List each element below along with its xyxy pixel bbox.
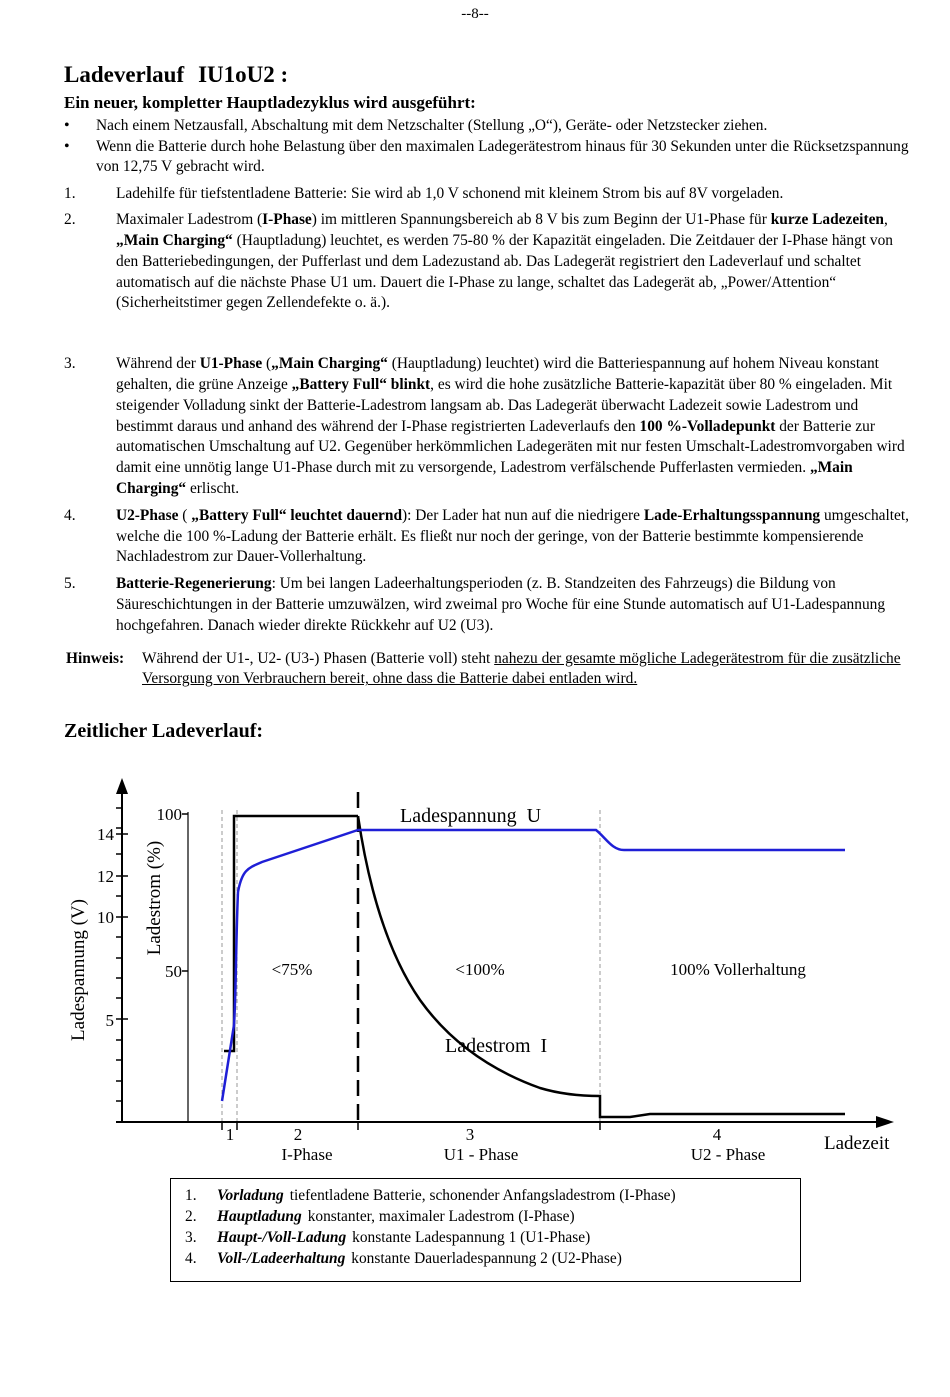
- step-number: 4.: [64, 506, 76, 524]
- y-axis-arrow: [116, 778, 128, 794]
- step-item: [64, 506, 910, 568]
- legend-text: konstanter, maximaler Ladestrom (I-Phase): [307, 1208, 575, 1225]
- current-tick-label: 100: [156, 805, 182, 824]
- legend-number: 3.: [185, 1229, 197, 1246]
- legend-row: [185, 1206, 800, 1227]
- page-title: [64, 58, 910, 92]
- step-text-bold: I-Phase: [262, 211, 312, 229]
- y-axis-label-current: Ladestrom (%): [144, 840, 165, 956]
- step-text: (Hauptladung) leuchtet, es werden 75-80 % der Kapazität eingeladen. Die Zeitdauer der I-Phase hängt von den Batteriebedingungen, der Pufferlast und dem Ladezustand ab. Das Ladegerät registriert den Ladeverlauf und schaltet automatisch auf die nächste Phase U1 um. Dauert die I-Phase zu lange, schaltet das Ladegerät ab, „Power/Attention“ (Sicherheitstimer gegen Zellendefekte o. ä.).: [116, 232, 893, 312]
- step-text: Während der: [116, 355, 200, 373]
- title-code: IU1oU2 :: [198, 62, 289, 87]
- subtitle: Ein neuer, kompletter Hauptladezyklus wird ausgeführt:: [64, 93, 476, 112]
- region-label-u1-phase: <100%: [455, 960, 505, 979]
- note-underlined-text: nahezu der gesamte mögliche Ladegerätestrom für die zusätzliche Versorgung von Verbrauchern bereit, ohne dass die Batterie dabei entladen wird.: [142, 649, 901, 688]
- legend-text: tiefentladene Batterie, schonender Anfangsladestrom (I-Phase): [289, 1187, 676, 1204]
- bullet-item: • Wenn die Batterie durch hohe Belastung über den maximalen Ladegerätestrom hinaus für 30 Sekunden unter die Rücksetzspannung von 12,75 V gebracht wird.: [64, 137, 910, 178]
- title-text: Ladeverlauf: [64, 62, 185, 87]
- legend-number: 4.: [185, 1250, 197, 1267]
- step-number: 2.: [64, 211, 76, 229]
- phase-ticks: [222, 1122, 600, 1130]
- legend-term: Haupt-/Voll-Ladung: [217, 1229, 347, 1246]
- step-text: erlischt.: [186, 480, 240, 498]
- chart-heading: Zeitlicher Ladeverlauf:: [64, 720, 264, 743]
- step-text-bold: Lade-Erhaltungsspannung: [643, 506, 821, 524]
- chart-svg: [0, 770, 950, 1180]
- step-text: Maximaler Ladestrom (: [116, 211, 263, 229]
- legend-number: 1.: [185, 1187, 197, 1204]
- step-text: ,: [883, 211, 888, 229]
- step-item: [64, 210, 910, 314]
- voltage-tick-label: 10: [97, 908, 114, 927]
- phase-name: I-Phase: [281, 1145, 333, 1164]
- step-text-bold: „Battery Full“ blinkt: [291, 376, 431, 394]
- step-text: ): Der Lader hat nun auf die niedrigere: [402, 506, 644, 524]
- step-text: umgeschaltet, welche die 100 %-Ladung der Batterie erhält. Es fließt nur noch der geringe, von der Batterie bestimmte kompensierende Nachladestrom zur Dauer-Vollerhaltung.: [116, 506, 909, 566]
- step-number: 1.: [64, 184, 76, 202]
- step-text: (Hauptladung) leuchtet) wird die Batteriespannung auf hohem Niveau konstant gehalten, die grüne Anzeige: [116, 355, 879, 394]
- phase-number: 3: [465, 1125, 475, 1144]
- series-label-voltage: Ladespannung U: [400, 805, 542, 827]
- step-number: 5.: [64, 575, 76, 593]
- legend-term: Vorladung: [217, 1187, 284, 1204]
- chart-legend-box: [170, 1178, 801, 1282]
- charging-steps-list: [64, 184, 910, 637]
- reset-conditions-list: [64, 116, 910, 178]
- step-text-bold: 100 %-Volladepunkt: [639, 417, 776, 435]
- current-tick-label: 50: [165, 962, 182, 981]
- legend-text: konstante Ladespannung 1 (U1-Phase): [352, 1229, 591, 1246]
- step-item: [64, 184, 910, 205]
- series-label-current: Ladestrom I: [445, 1035, 548, 1057]
- phase-number: 1: [225, 1125, 235, 1144]
- step-text-bold: kurze Ladezeiten: [770, 211, 884, 229]
- y-axis-label-voltage: Ladespannung (V): [68, 899, 89, 1041]
- step-text-bold: Batterie-Regenerierung: [116, 575, 272, 593]
- note-paragraph: [64, 649, 910, 691]
- legend-row: [185, 1227, 800, 1248]
- step-text-bold: „Main Charging“: [116, 459, 853, 498]
- legend-row: [185, 1185, 800, 1206]
- step-item: [64, 354, 910, 500]
- region-label-u2-phase: 100% Vollerhaltung: [670, 960, 806, 979]
- step-text: (: [262, 355, 272, 373]
- phase-number: 2: [293, 1125, 303, 1144]
- step-text: der Batterie zur automatischen Umschaltung auf U2. Gegenüber herkömmlichen Ladegeräten mit nur festen Umschalt-Ladestromvorgaben wird damit eine unnötig lange U1-Phase durch mit zu versorgende, Ladestrom verfälschende Pufferlasten vermieden.: [116, 417, 905, 477]
- step-text: : Um bei langen Ladeerhaltungsperioden (z. B. Standzeiten des Fahrzeugs) die Bildung von Säureschichtungen in der Batterie umzuwälzen, wird zweimal pro Woche für eine Stunde automatisch auf U1-Ladespannung hochgefahren. Danach wieder direkte Rückkehr auf U2 (U3).: [116, 575, 886, 634]
- legend-number: 2.: [185, 1208, 197, 1225]
- voltage-tick-label: 14: [97, 825, 114, 844]
- region-label-i-phase: <75%: [271, 960, 313, 979]
- x-axis-label: Ladezeit: [824, 1133, 890, 1154]
- voltage-tick-label: 12: [97, 867, 114, 886]
- legend-text: konstante Dauerladespannung 2 (U2-Phase): [351, 1250, 622, 1267]
- step-text-bold: U2-Phase: [116, 506, 179, 524]
- step-text-bold: „Main Charging“: [116, 232, 233, 250]
- step-text-bold: „Main Charging“: [271, 355, 388, 373]
- step-number: 3.: [64, 355, 76, 373]
- phase-name: U2 - Phase: [690, 1145, 766, 1164]
- charging-curve-chart: [0, 770, 950, 1180]
- voltage-tick-label: 5: [105, 1011, 114, 1030]
- phase-name: U1 - Phase: [443, 1145, 519, 1164]
- bullet-item: • Nach einem Netzausfall, Abschaltung mit dem Netzschalter (Stellung „O“), Geräte- oder Netzstecker ziehen.: [64, 116, 910, 137]
- page-number: --8--: [461, 6, 489, 22]
- step-text: ) im mittleren Spannungsbereich ab 8 V bis zum Beginn der U1-Phase für: [311, 211, 771, 229]
- note-label: Hinweis:: [66, 649, 125, 667]
- document-body: [64, 58, 910, 744]
- legend-row: [185, 1248, 800, 1269]
- current-ticks: [182, 814, 188, 971]
- x-axis-arrow: [876, 1116, 894, 1128]
- step-text: , es wird die hohe zusätzliche Batterie-kapazität über 80 % eingeladen. Mit steigender Volladung sinkt der Batterie-Ladestrom langsam ab. Das Ladegerät überwacht Ladezeit sowie Ladestrom und bestimmt daraus und anhand des während der I-Phase registrierten Ladeverlaufs den: [116, 376, 893, 435]
- step-text: (: [178, 506, 192, 524]
- legend-term: Voll-/Ladeerhaltung: [217, 1250, 346, 1267]
- step-text: Ladehilfe für tiefstentladene Batterie: Sie wird ab 1,0 V schonend mit kleinem Strom bis auf 8V vorgeladen.: [116, 184, 784, 202]
- note-text: Während der U1-, U2- (U3-) Phasen (Batterie voll) steht: [142, 649, 495, 667]
- step-text-bold: U1-Phase: [199, 355, 263, 373]
- phase-number: 4: [712, 1125, 722, 1144]
- step-text-bold: „Battery Full“ leuchtet dauernd: [191, 506, 402, 524]
- legend-term: Hauptladung: [217, 1208, 302, 1225]
- step-item: [64, 574, 910, 636]
